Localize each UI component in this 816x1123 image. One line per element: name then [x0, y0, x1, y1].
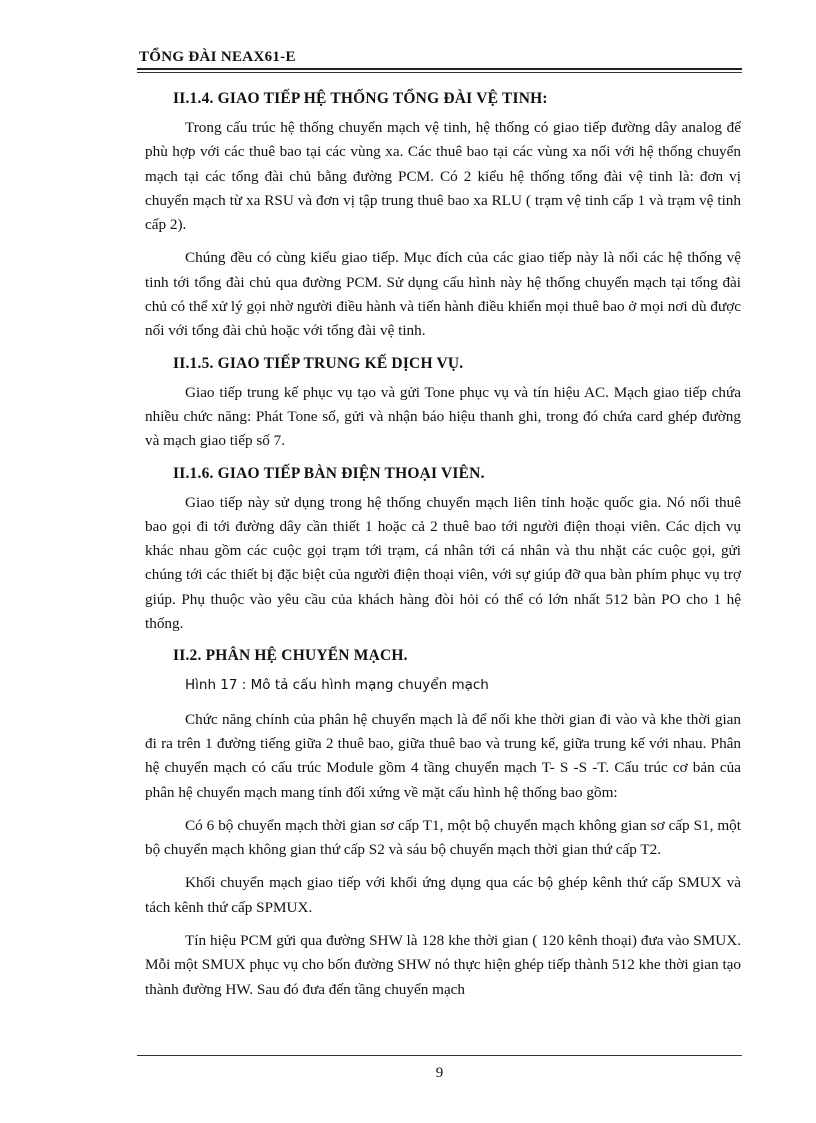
section-heading-service-trunk: II.1.5. GIAO TIẾP TRUNG KẾ DỊCH VỤ. — [173, 354, 464, 372]
figure-caption: Hình 17 : Mô tả cấu hình mạng chuyển mạch — [185, 677, 489, 694]
paragraph: Khối chuyển mạch giao tiếp với khối ứng dụng qua các bộ ghép kênh thứ cấp SMUX và tách kênh thứ cấp SPMUX. — [145, 874, 741, 916]
section-heading-switching-subsystem: II.2. PHÂN HỆ CHUYỂN MẠCH. — [173, 647, 408, 665]
page-footer — [137, 1055, 742, 1082]
paragraph: Giao tiếp trung kế phục vụ tạo và gửi Tone phục vụ và tín hiệu AC. Mạch giao tiếp chứa nhiều chức năng: Phát Tone số, gửi và nhận báo hiệu thanh ghi, trong đó chứa card ghép đường và mạch giao tiếp số 7. — [145, 383, 741, 450]
paragraph: Tín hiệu PCM gửi qua đường SHW là 128 khe thời gian ( 120 kênh thoại) đưa vào SMUX. Mỗi một SMUX phục vụ cho bốn đường SHW nó thực hiện ghép tiếp thành 512 khe thời gian tạo thành đường HW. Sau đó đưa đến tầng chuyển mạch — [145, 932, 741, 998]
page-header — [137, 48, 742, 73]
header-rule-thin — [137, 72, 742, 73]
section-heading-satellite: II.1.4. GIAO TIẾP HỆ THỐNG TỔNG ĐÀI VỆ TINH: — [173, 90, 548, 107]
paragraph: Giao tiếp này sử dụng trong hệ thống chuyển mạch liên tỉnh hoặc quốc gia. Nó nối thuê bao gọi đi tới đường dây cần thiết 1 hoặc cả 2 thuê bao tới người điện thoại viên. Các dịch vụ khác nhau gồm các cuộc gọi trạm tới trạm, cá nhân tới cá nhân và thu nhặt các cuộc gọi, gửi chúng tới các thiết bị đặc biệt của người điện thoại viên, với sự giúp đỡ qua bàn phím phục vụ trợ giúp. Phụ thuộc vào yêu cầu của khách hàng đòi hỏi có thể có lớn nhất 512 bàn PO cho 1 hệ thống. — [145, 493, 741, 633]
section-heading-operator-console: II.1.6. GIAO TIẾP BÀN ĐIỆN THOẠI VIÊN. — [173, 464, 485, 482]
header-rule-thick — [137, 68, 742, 70]
paragraph: Chúng đều có cùng kiểu giao tiếp. Mục đích của các giao tiếp này là nối các hệ thống vệ tinh tới tổng đài chủ qua đường PCM. Sử dụng cấu hình này hệ thống chuyển mạch tại tổng đài chủ có thể xử lý gọi nhờ người điều hành và tiến hành điều khiển mọi thuê bao ở mọi nơi dù được nối với tổng đài chủ hoặc với tổng đài vệ tinh. — [145, 249, 741, 340]
document-body — [145, 88, 741, 1011]
paragraph: Có 6 bộ chuyển mạch thời gian sơ cấp T1, một bộ chuyển mạch không gian sơ cấp S1, một bộ chuyển mạch không gian thứ cấp S2 và sáu bộ chuyển mạch thời gian thứ cấp T2. — [145, 816, 741, 859]
header-title: TỔNG ĐÀI NEAX61-E — [139, 49, 296, 65]
page-number: 9 — [435, 1065, 444, 1081]
paragraph: Trong cấu trúc hệ thống chuyển mạch vệ tinh, hệ thống có giao tiếp đường dây analog để phù hợp với các thuê bao tại các vùng xa. Các thuê bao tại các vùng xa nối với hệ thống chuyển mạch tại các tổng đài chủ bằng đường PCM. Có 2 kiểu hệ thống tổng đài vệ tinh là: đơn vị chuyển mạch từ xa RSU và đơn vị tập trung thuê bao xa RLU ( trạm vệ tinh cấp 1 và trạm vệ tinh cấp 2). — [145, 119, 741, 234]
paragraph: Chức năng chính của phân hệ chuyển mạch là để nối khe thời gian đi vào và khe thời gian đi ra trên 1 đường tiếng giữa 2 thuê bao, giữa thuê bao và trung kế, giữa trung kế với nhau. Phân hệ chuyển mạch có cấu trúc Module gồm 4 tầng chuyển mạch T- S -S -T. Cấu trúc cơ bản của phân hệ chuyển mạch mang tính đối xứng về mặt cấu hình hệ thống bao gồm: — [145, 710, 741, 801]
